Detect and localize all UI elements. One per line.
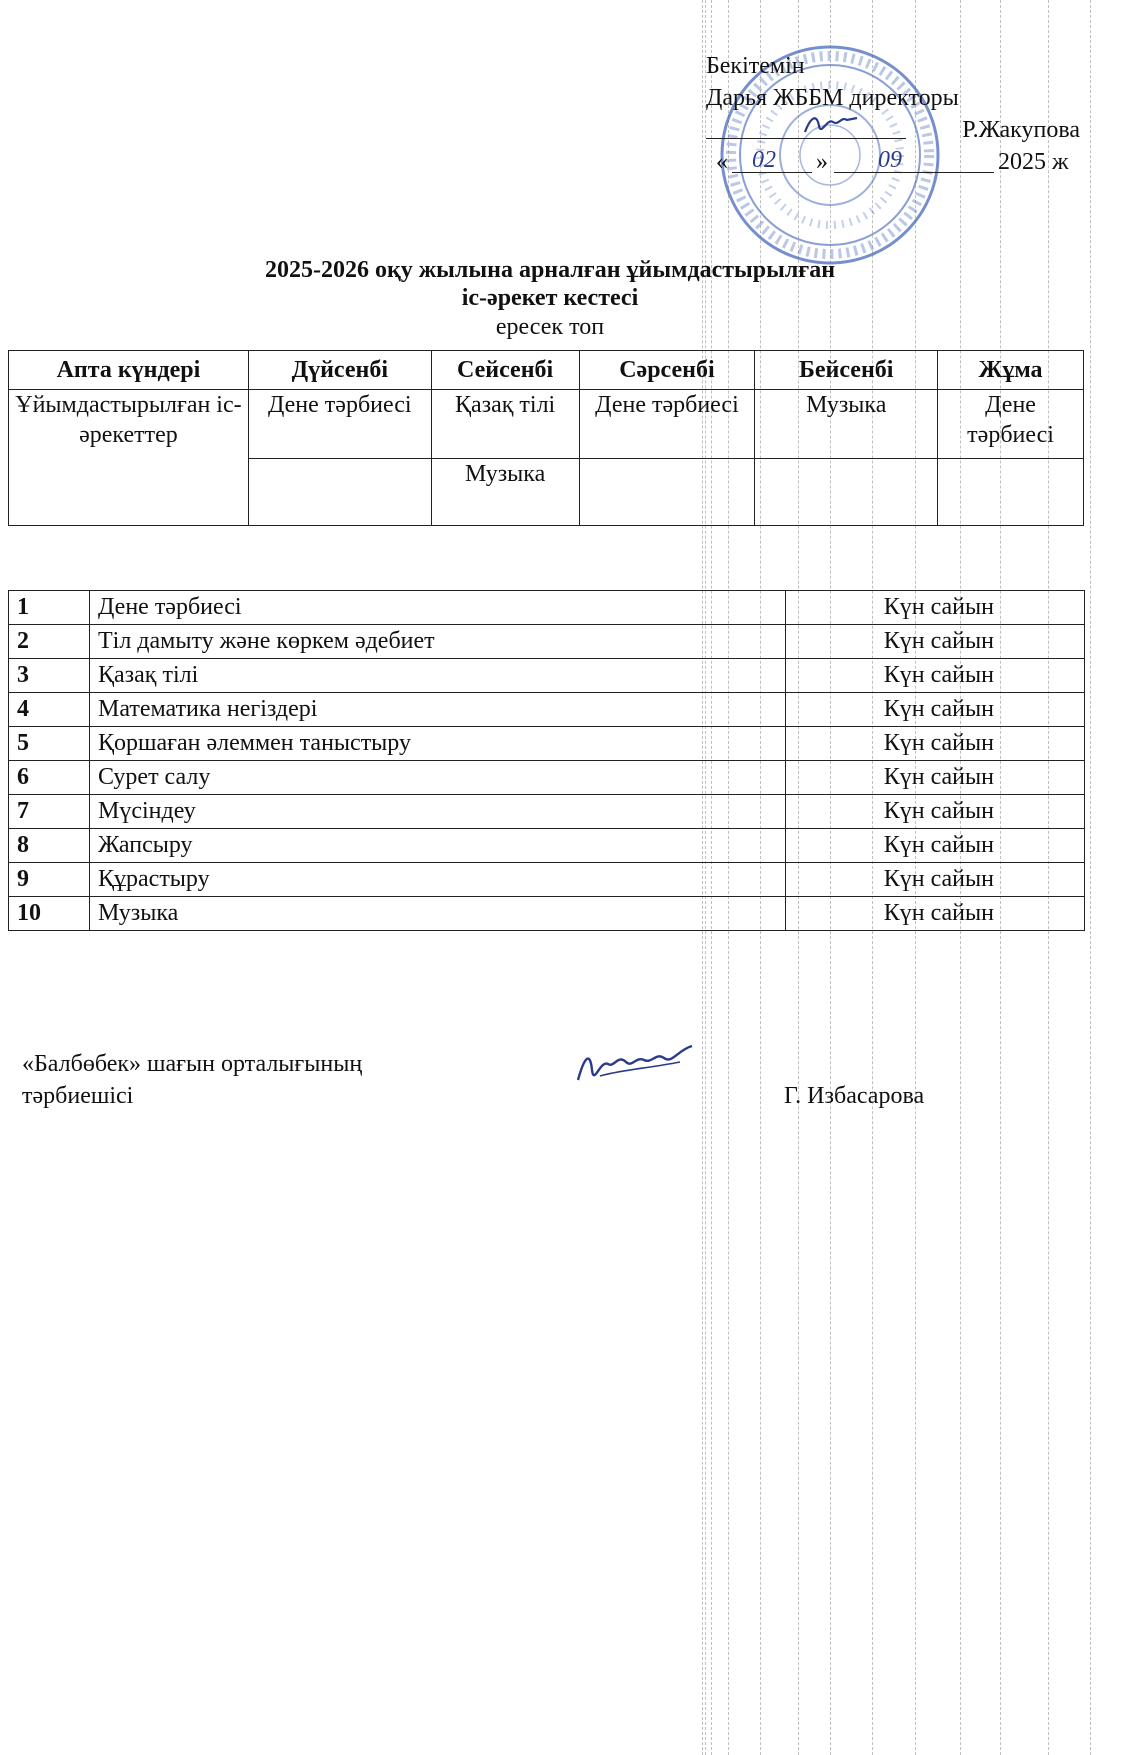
teacher-signature [570, 1040, 700, 1100]
subject-frequency: Күн сайын [786, 863, 1085, 897]
subject-frequency: Күн сайын [786, 693, 1085, 727]
tuesday-activity-2: Музыка [431, 459, 579, 526]
subject-name: Қоршаған әлеммен таныстыру [90, 727, 786, 761]
subject-name: Музыка [90, 897, 786, 931]
subject-number: 5 [9, 727, 90, 761]
subjects-table [8, 590, 1085, 931]
org-line-1: «Балбөбек» шағын орталығының [22, 1051, 363, 1077]
subject-name: Сурет салу [90, 761, 786, 795]
title-line-2: іс-әрекет кестесі [461, 285, 639, 311]
thursday-activity-1: Музыка [755, 390, 938, 459]
wednesday-activity-2 [579, 459, 755, 526]
approval-position: Дарья ЖББМ директоры [706, 85, 959, 111]
friday-activity-2 [938, 459, 1084, 526]
thursday-activity-2 [755, 459, 938, 526]
director-name: Р.Жакупова [962, 117, 1080, 143]
approval-block [706, 50, 1086, 178]
table-row [9, 863, 1085, 897]
subject-number: 4 [9, 693, 90, 727]
date-year: 2025 ж [998, 149, 1069, 175]
subject-name: Дене тәрбиесі [90, 591, 786, 625]
table-row [9, 693, 1085, 727]
monday-activity-2 [248, 459, 431, 526]
header-tuesday: Сейсенбі [431, 351, 579, 390]
header-weekdays: Апта күндері [9, 351, 249, 390]
wednesday-activity-1: Дене тәрбиесі [579, 390, 755, 459]
weekly-schedule-table [8, 350, 1084, 526]
subject-frequency: Күн сайын [786, 761, 1085, 795]
friday-activity-1: Дене тәрбиесі [938, 390, 1084, 459]
date-day: 02 [752, 147, 776, 173]
subject-frequency: Күн сайын [786, 795, 1085, 829]
approval-title: Бекітемін [706, 53, 805, 79]
title-line-1: 2025-2026 оқу жылына арналған ұйымдастырылған [264, 257, 836, 283]
table-row [9, 829, 1085, 863]
subject-frequency: Күн сайын [786, 659, 1085, 693]
group-name: ересек топ [495, 314, 605, 340]
director-signature [801, 110, 861, 140]
teacher-name: Г. Избасарова [784, 1083, 925, 1109]
subject-frequency: Күн сайын [786, 591, 1085, 625]
header-wednesday: Сәрсенбі [579, 351, 755, 390]
subject-number: 10 [9, 897, 90, 931]
schedule-row [9, 390, 1084, 459]
table-row [9, 625, 1085, 659]
org-line-2: тәрбиешісі [22, 1083, 134, 1109]
table-row [9, 659, 1085, 693]
subject-number: 2 [9, 625, 90, 659]
monday-activity-1: Дене тәрбиесі [248, 390, 431, 459]
subject-frequency: Күн сайын [786, 625, 1085, 659]
date-month: 09 [878, 147, 902, 173]
subject-name: Қазақ тілі [90, 659, 786, 693]
row-label: Ұйымдастырылған іс-әрекеттер [9, 390, 249, 526]
subject-frequency: Күн сайын [786, 897, 1085, 931]
table-row [9, 727, 1085, 761]
month-underline [834, 172, 994, 173]
subject-number: 9 [9, 863, 90, 897]
schedule-header-row [9, 351, 1084, 390]
table-row [9, 591, 1085, 625]
subject-number: 1 [9, 591, 90, 625]
approval-date [706, 146, 1086, 178]
tuesday-activity-1: Қазақ тілі [431, 390, 579, 459]
subject-frequency: Күн сайын [786, 727, 1085, 761]
footer-org [22, 1048, 362, 1112]
header-thursday: Бейсенбі [755, 351, 938, 390]
subject-number: 8 [9, 829, 90, 863]
date-open-quote: « [716, 149, 728, 175]
header-monday: Дүйсенбі [248, 351, 431, 390]
subject-name: Құрастыру [90, 863, 786, 897]
subject-name: Математика негіздері [90, 693, 786, 727]
subject-name: Тіл дамыту және көркем әдебиет [90, 625, 786, 659]
subject-number: 6 [9, 761, 90, 795]
table-row [9, 761, 1085, 795]
subject-frequency: Күн сайын [786, 829, 1085, 863]
subject-number: 3 [9, 659, 90, 693]
document-title [0, 256, 1100, 342]
table-row [9, 897, 1085, 931]
subject-name: Мүсіндеу [90, 795, 786, 829]
subject-number: 7 [9, 795, 90, 829]
date-close-quote: » [816, 149, 828, 175]
table-row [9, 795, 1085, 829]
subject-name: Жапсыру [90, 829, 786, 863]
header-friday: Жұма [938, 351, 1084, 390]
